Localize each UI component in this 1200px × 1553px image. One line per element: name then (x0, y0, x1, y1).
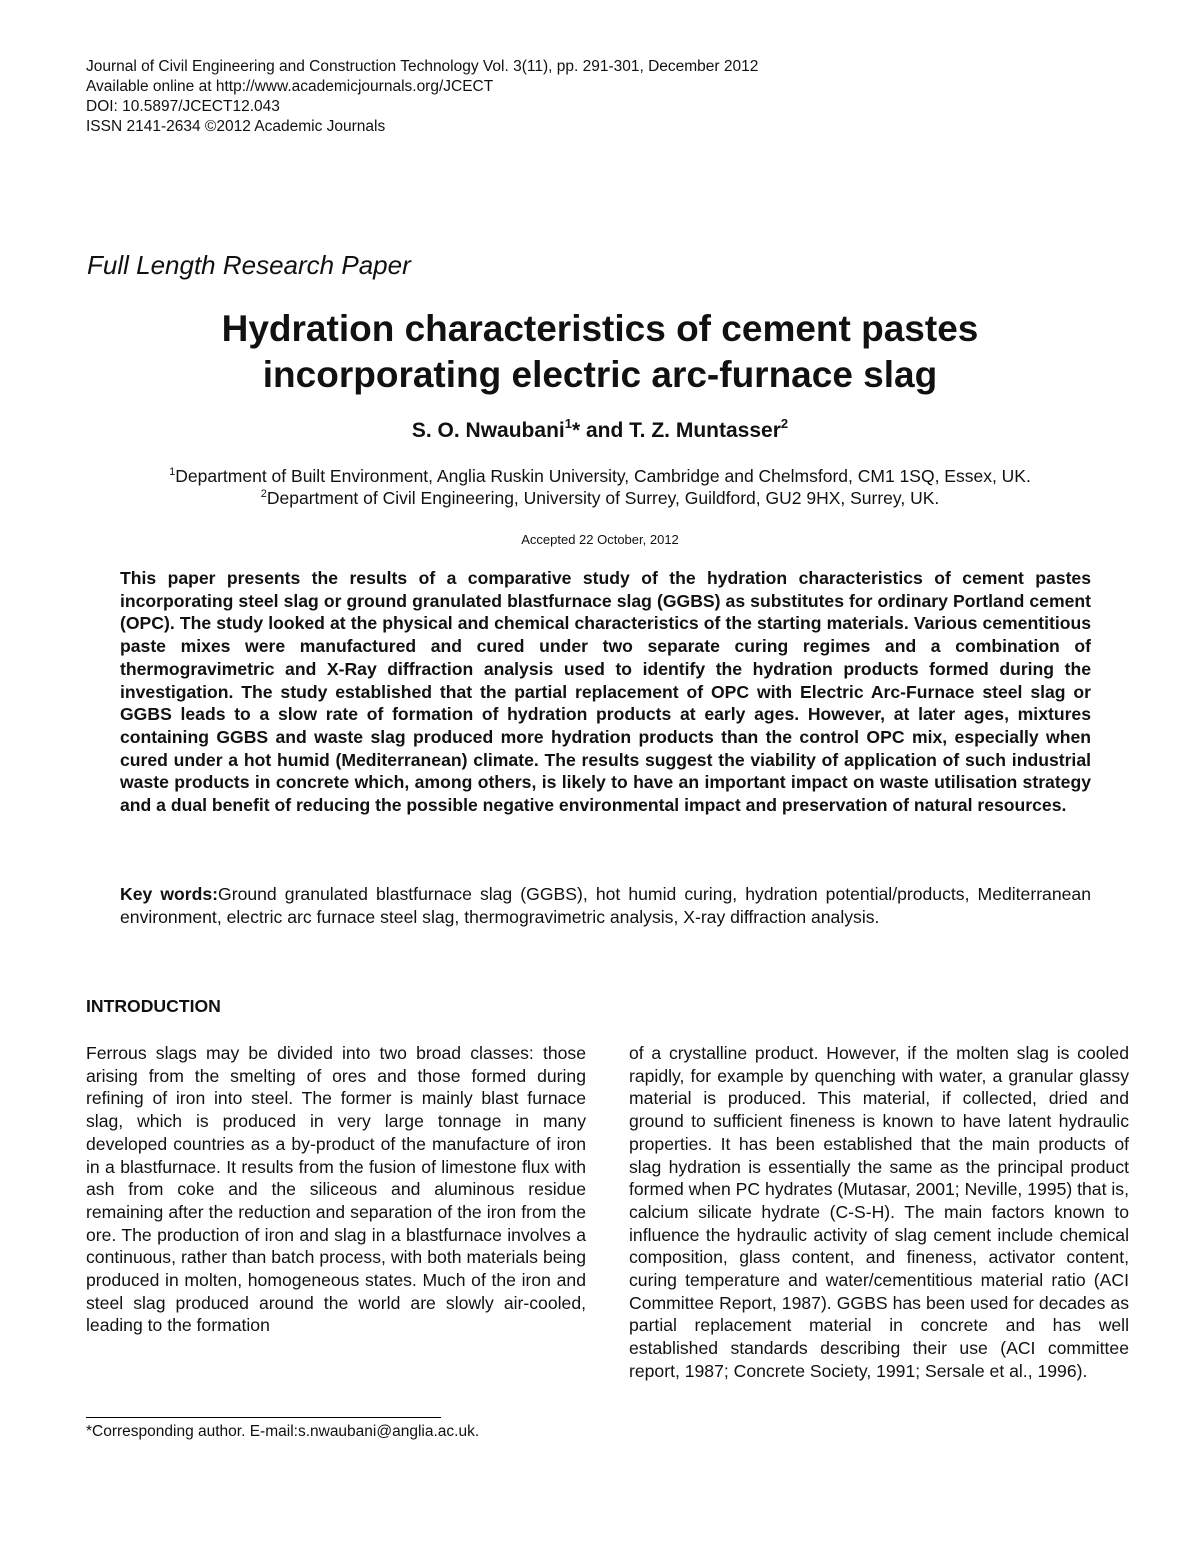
journal-citation: Journal of Civil Engineering and Construction Technology Vol. 3(11), pp. 291-301, December 2012 (86, 58, 759, 75)
accepted-date: Accepted 22 October, 2012 (521, 532, 679, 547)
body-column-right: of a crystalline product. However, if the molten slag is cooled rapidly, for example by quenching with water, a granular glassy material is produced. This material, if collected, dried and ground to sufficient fineness is known to have latent hydraulic properties. It has been established that the main products of slag hydration is essentially the same as the principal product formed when PC hydrates (Mutasar, 2001; Neville, 1995) that is, calcium silicate hydrate (C-S-H). The main factors known to influence the hydraulic activity of slag cement include chemical composition, glass content, and fineness, activator content, curing temperature and water/cementitious material ratio (ACI Committee Report, 1987). GGBS has been used for decades as partial replacement material in concrete and has well established standards describing their use (ACI committee report, 1987; Concrete Society, 1991; Sersale et al., 1996). (629, 1043, 1129, 1381)
author-list (100, 416, 1100, 443)
body-column-left: Ferrous slags may be divided into two broad classes: those arising from the smelting of ores and those formed during refining of iron into steel. The former is mainly blast furnace slag, which is produced in very large tonnage in many developed countries as a by-product of the manufacture of iron in a blastfurnace. It results from the fusion of limestone flux with ash from coke and the siliceous and aluminous residue remaining after the reduction and separation of the iron from the ore. The production of iron and slag in a blastfurnace involves a continuous, rather than batch process, with both materials being produced in molten, homogeneous states. Much of the iron and steel slag produced around the world are slowly air-cooled, leading to the formation (86, 1043, 586, 1336)
paper-type: Full Length Research Paper (87, 250, 411, 280)
journal-issn: ISSN 2141-2634 ©2012 Academic Journals (86, 118, 386, 135)
affiliation-2 (80, 487, 1120, 509)
section-heading-introduction: INTRODUCTION (86, 996, 221, 1016)
affiliation-text: Department of Civil Engineering, University of Surrey, Guildford, GU2 9HX, Surrey, UK. (266, 488, 940, 508)
journal-doi: DOI: 10.5897/JCECT12.043 (86, 98, 280, 115)
abstract: This paper presents the results of a comparative study of the hydration characteristics of cement pastes incorporating steel slag or ground granulated blastfurnace slag (GGBS) as substitutes for ordinary Portland cement (OPC). The study looked at the physical and chemical characteristics of the starting materials. Various cementitious paste mixes were manufactured and cured under two separate curing regimes and a combination of thermogravimetric and X-Ray diffraction analysis used to identify the hydration products formed during the investigation. The study established that the partial replacement of OPC with Electric Arc-Furnace steel slag or GGBS leads to a slow rate of formation of hydration products at early ages. However, at later ages, mixtures containing GGBS and waste slag produced more hydration products than the control OPC mix, especially when cured under a hot humid (Mediterranean) climate. The results suggest the viability of application of such industrial waste products in concrete which, among others, is likely to have an important impact on waste utilisation strategy and a dual benefit of reducing the possible negative environmental impact and preservation of natural resources. (120, 568, 1091, 816)
affiliation-mark: 2 (260, 488, 267, 500)
affiliation-mark: 1 (169, 466, 176, 478)
journal-header (86, 57, 758, 137)
journal-url: Available online at http://www.academicjournals.org/JCECT (86, 78, 494, 95)
author-joiner: and (580, 419, 630, 442)
author-affiliation-mark: 1 (564, 416, 572, 431)
keywords-label: Key words: (120, 884, 219, 904)
corresponding-mark: * (571, 419, 581, 442)
corresponding-author-footnote: *Corresponding author. E-mail:s.nwaubani@anglia.ac.uk. (86, 1423, 480, 1440)
footnote-rule (86, 1417, 441, 1418)
author-affiliation-mark: 2 (780, 416, 789, 431)
affiliation-1 (80, 465, 1120, 487)
affiliation-text: Department of Built Environment, Anglia Ruskin University, Cambridge and Chelmsford, CM1 1SQ, Essex, UK. (175, 466, 1031, 486)
keywords-text: Ground granulated blastfurnace slag (GGBS), hot humid curing, hydration potential/products, Mediterranean environment, electric arc furnace steel slag, thermogravimetric analysis, X-ray diffraction analysis. (120, 884, 1091, 927)
affiliations (80, 465, 1120, 509)
author-name: S. O. Nwaubani (411, 419, 565, 442)
paper-title-line2: incorporating electric arc-furnace slag (262, 354, 938, 395)
author-name: T. Z. Muntasser (629, 419, 781, 442)
paper-title (100, 306, 1100, 398)
paper-title-line1: Hydration characteristics of cement pastes (221, 308, 979, 349)
keywords (120, 883, 1091, 928)
